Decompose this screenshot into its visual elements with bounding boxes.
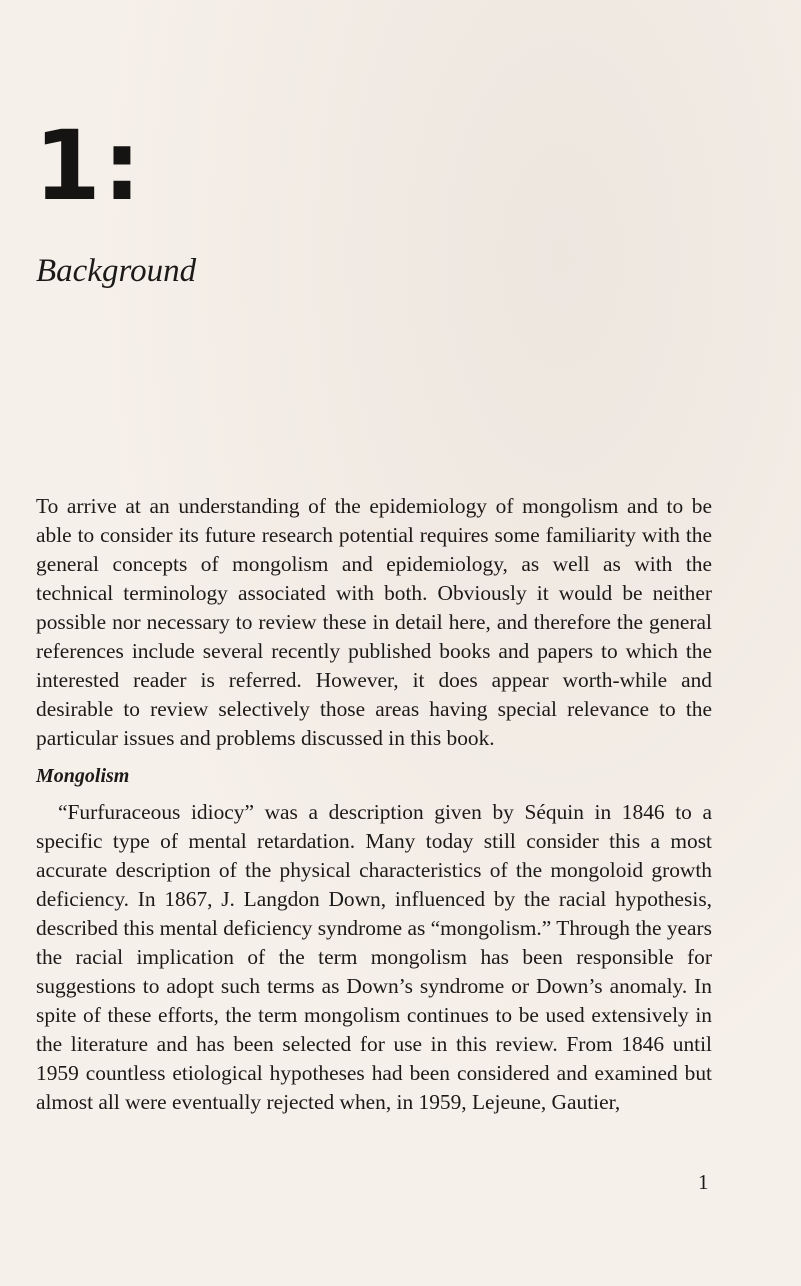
chapter-title: Background	[36, 253, 197, 289]
section-heading: Mongolism	[36, 765, 130, 787]
chapter-number: 1:	[34, 110, 144, 222]
section-paragraph: “Furfuraceous idiocy” was a description given by Séquin in 1846 to a specific type of mental retardation. Many today still consider this a most accurate description of the physical characteristics of the mongoloid growth deficiency. In 1867, J. Langdon Down, influenced by the racial hypothesis, described this mental deficiency syndrome as “mongolism.” Through the years the racial implication of the term mongolism has been responsible for suggestions to adopt such terms as Down’s syndrome or Down’s anomaly. In spite of these efforts, the term mongolism continues to be used extensively in the literature and has been selected for use in this review. From 1846 until 1959 countless etiological hypotheses had been considered and examined but almost all were eventually rejected when, in 1959, Lejeune, Gautier,	[36, 800, 712, 1114]
page-number: 1	[698, 1170, 709, 1194]
intro-paragraph: To arrive at an understanding of the epidemiology of mongolism and to be able to consider its future research potential requires some familiarity with the general concepts of mongolism and epidemiology, as well as with the technical terminology associated with both. Obviously it would be neither possible nor necessary to review these in detail here, and therefore the general references include several recently published books and papers to which the interested reader is referred. However, it does appear worth-while and desirable to review selectively those areas having special relevance to the particular issues and problems discussed in this book.	[36, 494, 712, 750]
